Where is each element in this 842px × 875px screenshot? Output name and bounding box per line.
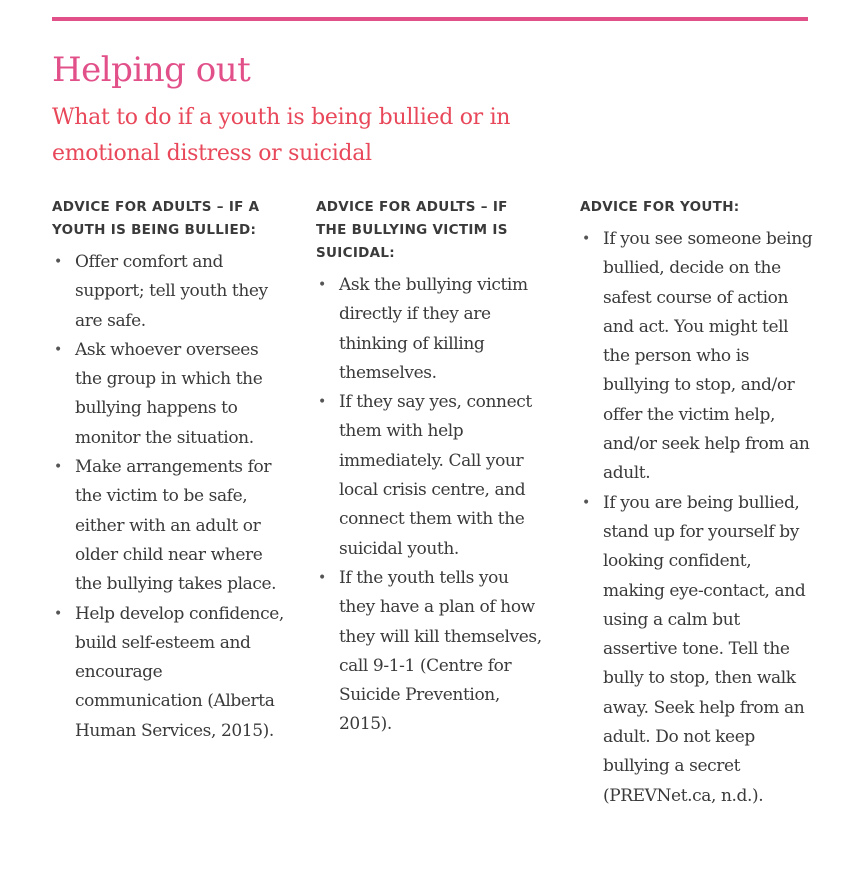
top-accent-rule	[52, 17, 808, 21]
list-item	[52, 600, 285, 746]
column-youth	[580, 196, 812, 811]
column-heading: ADVICE FOR ADULTS – IF A YOUTH IS BEING BULLIED:	[52, 199, 260, 238]
page-title: Helping out	[52, 50, 251, 90]
list-item-text: Make arrangements for the victim to be safe, either with an adult or older child near where the bullying takes place.	[75, 457, 277, 595]
list-item-text: Offer comfort and support; tell youth they are safe.	[75, 252, 268, 331]
column-heading: ADVICE FOR ADULTS – IF THE BULLYING VICTIM IS SUICIDAL:	[316, 199, 508, 261]
bullet-icon: •	[318, 569, 326, 586]
page-subtitle: What to do if a youth is being bullied or in emotional distress or suicidal	[52, 105, 511, 166]
list-item-text: If you are being bullied, stand up for yourself by looking confident, making eye-contact, and using a calm but assertive tone. Tell the bully to stop, then walk away. Seek help from an adult. Do not keep bullying a secret (PREVNet.ca, n.d.).	[603, 492, 806, 806]
bullet-icon: •	[318, 277, 326, 293]
column-adults-suicidal	[316, 196, 552, 740]
list-item-text: Ask whoever oversees the group in which the bullying happens to monitor the situation.	[75, 339, 263, 448]
column-heading: ADVICE FOR YOUTH:	[580, 199, 740, 215]
list-item-text: If you see someone being bullied, decide on the safest course of action and act. You might tell the person who is bullying to stop, and/or offer the victim help, and/or seek help from an adult.	[603, 229, 813, 484]
list-item	[52, 453, 285, 599]
list-item-text: If the youth tells you they have a plan of how they will kill themselves, call 9-1-1 (Centre for Suicide Prevention, 2015).	[339, 567, 542, 735]
advice-list	[580, 225, 812, 811]
list-item	[316, 271, 549, 388]
list-item	[52, 248, 285, 336]
advice-list	[52, 248, 288, 746]
list-item	[316, 564, 549, 740]
list-item-text: Help develop confidence, build self-esteem and encourage communication (Alberta Human Services, 2015).	[75, 603, 284, 741]
column-adults-bullied	[52, 196, 288, 746]
bullet-icon: •	[582, 494, 590, 511]
bullet-icon: •	[54, 459, 62, 476]
bullet-icon: •	[54, 605, 62, 622]
bullet-icon: •	[318, 394, 326, 411]
list-item-text: If they say yes, connect them with help immediately. Call your local crisis centre, and connect them with the suicidal youth.	[339, 392, 532, 559]
list-item	[580, 489, 813, 811]
list-item-text: Ask the bullying victim directly if they are thinking of killing themselves.	[339, 275, 528, 383]
list-item	[580, 225, 813, 489]
bullet-icon: •	[582, 231, 590, 247]
bullet-icon: •	[54, 341, 62, 358]
list-item	[316, 388, 549, 564]
bullet-icon: •	[54, 254, 62, 270]
list-item	[52, 336, 285, 453]
advice-list	[316, 271, 552, 740]
